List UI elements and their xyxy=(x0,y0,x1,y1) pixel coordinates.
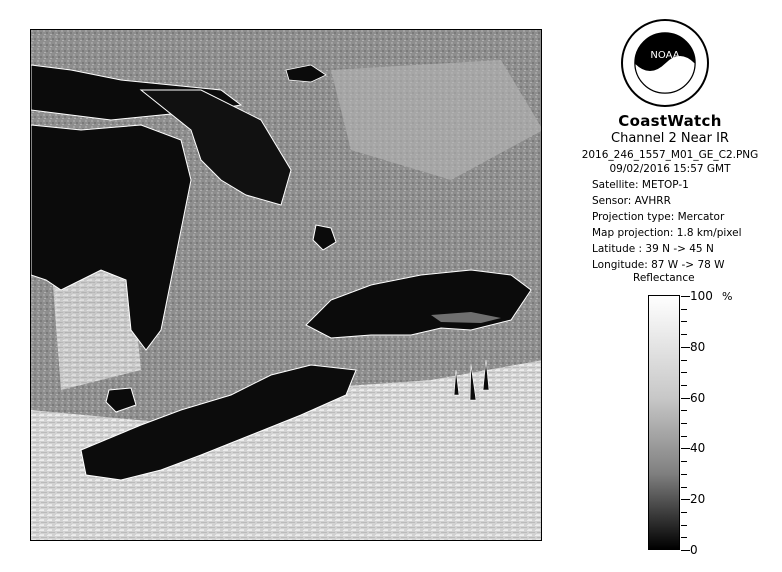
map-projection: Map projection: 1.8 km/pixel xyxy=(592,227,742,239)
colorbar-tick xyxy=(681,537,687,538)
colorbar-unit: % xyxy=(722,290,733,303)
satellite-image xyxy=(30,29,542,541)
colorbar-tick xyxy=(681,474,687,475)
colorbar-tick xyxy=(681,525,687,526)
colorbar-tick-label: 20 xyxy=(690,492,706,507)
colorbar-tick xyxy=(681,296,690,297)
colorbar-tick-label: 100 xyxy=(690,289,713,303)
colorbar-tick xyxy=(681,321,687,322)
satellite: Satellite: METOP-1 xyxy=(592,179,689,191)
longitude-range: Longitude: 87 W -> 78 W xyxy=(592,259,725,271)
colorbar-tick-label: 80 xyxy=(690,339,706,354)
product-title: CoastWatch xyxy=(618,112,722,130)
filename: 2016_246_1557_M01_GE_C2.PNG xyxy=(581,149,759,161)
sensor: Sensor: AVHRR xyxy=(592,195,671,207)
colorbar-tick xyxy=(681,309,687,310)
colorbar-tick-label: 0 xyxy=(690,543,698,557)
colorbar-tick xyxy=(681,448,690,449)
latitude-range: Latitude : 39 N -> 45 N xyxy=(592,243,714,255)
channel-label: Channel 2 Near IR xyxy=(611,131,729,146)
colorbar-tick xyxy=(681,398,690,399)
colorbar-tick xyxy=(681,347,690,348)
colorbar-tick-label: 60 xyxy=(690,390,706,405)
colorbar-tick xyxy=(681,487,687,488)
metadata-panel xyxy=(560,112,780,273)
colorbar-tick xyxy=(681,436,687,437)
colorbar-tick xyxy=(681,423,687,424)
colorbar-tick xyxy=(681,499,690,500)
colorbar-label: Reflectance xyxy=(633,272,695,284)
noaa-logo-text: NOAA xyxy=(650,50,680,61)
colorbar-tick xyxy=(681,550,690,551)
colorbar-tick xyxy=(681,461,687,462)
colorbar-tick xyxy=(681,410,687,411)
colorbar-tick xyxy=(681,372,687,373)
great-lakes-map xyxy=(31,30,542,541)
projection-type: Projection type: Mercator xyxy=(592,211,725,223)
colorbar-tick xyxy=(681,334,687,335)
noaa-logo xyxy=(620,18,710,108)
reflectance-colorbar xyxy=(648,295,680,550)
colorbar-tick-label: 40 xyxy=(690,441,706,456)
colorbar-tick xyxy=(681,512,687,513)
datetime: 09/02/2016 15:57 GMT xyxy=(609,163,731,175)
colorbar-tick xyxy=(681,385,687,386)
colorbar-tick xyxy=(681,360,687,361)
